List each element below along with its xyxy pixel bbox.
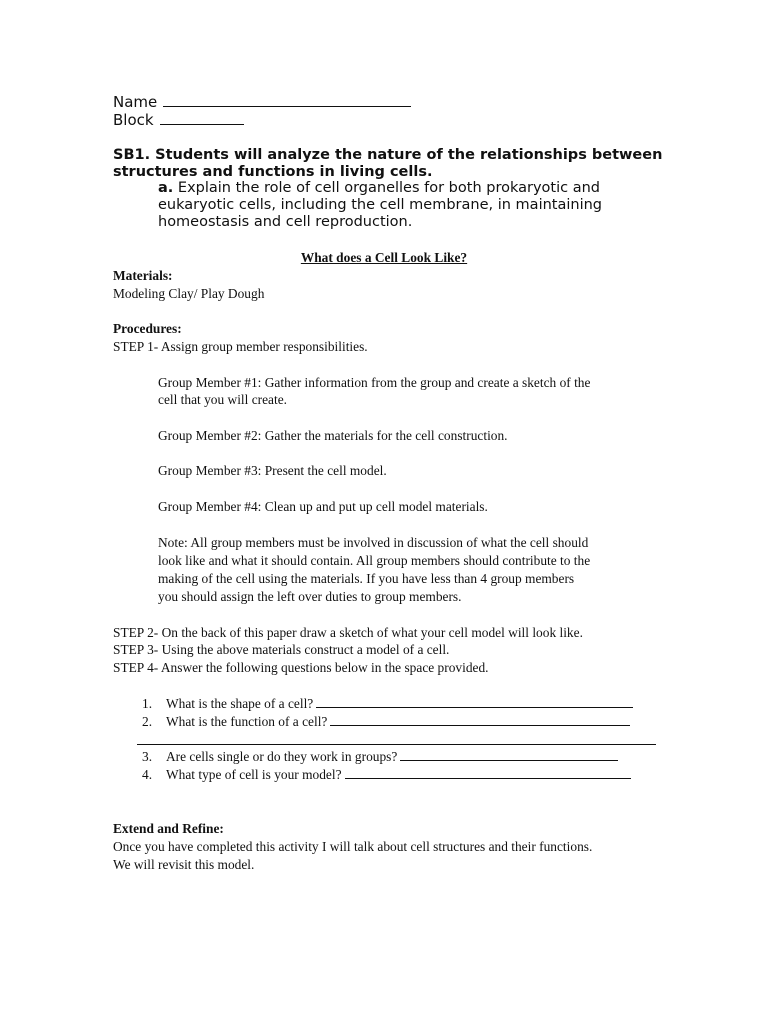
question-number: 1.	[142, 696, 153, 711]
step-4: STEP 4- Answer the following questions below in the space provided.	[113, 660, 489, 675]
procedures-heading: Procedures:	[113, 321, 182, 336]
member-1-line2: cell that you will create.	[158, 392, 288, 407]
standard-element-line2: eukaryotic cells, including the cell membrane, in maintaining	[158, 197, 602, 213]
extend-line2: We will revisit this model.	[113, 857, 255, 872]
extend-heading: Extend and Refine:	[113, 821, 224, 836]
question-number: 2.	[142, 714, 153, 729]
member-2: Group Member #2: Gather the materials for the cell construction.	[158, 428, 508, 443]
answer-line-2-continued[interactable]	[137, 744, 656, 745]
name-field	[113, 93, 411, 111]
standard-code-line1: SB1. Students will analyze the nature of the relationships between	[113, 147, 663, 163]
extend-line1: Once you have completed this activity I will talk about cell structures and their functions.	[113, 839, 593, 854]
standard-code-line2: structures and functions in living cells.	[113, 164, 433, 180]
question-2	[142, 713, 630, 731]
materials-item: Modeling Clay/ Play Dough	[113, 286, 265, 301]
question-3	[142, 748, 618, 766]
question-1	[142, 695, 633, 713]
step-1: STEP 1- Assign group member responsibilities.	[113, 339, 368, 354]
name-blank-line[interactable]	[163, 105, 411, 107]
question-text: What type of cell is your model?	[166, 767, 342, 782]
block-label: Block	[113, 111, 154, 129]
question-number: 3.	[142, 749, 153, 764]
member-3: Group Member #3: Present the cell model.	[158, 463, 387, 478]
element-text-1: Explain the role of cell organelles for both prokaryotic and	[177, 180, 600, 196]
note-line4: you should assign the left over duties to group members.	[158, 589, 462, 604]
question-4	[142, 766, 631, 784]
step-3: STEP 3- Using the above materials construct a model of a cell.	[113, 642, 450, 657]
answer-line-2[interactable]	[330, 724, 630, 726]
activity-title: What does a Cell Look Like?	[300, 250, 468, 265]
question-text: What is the shape of a cell?	[166, 696, 314, 711]
question-text: Are cells single or do they work in groups?	[166, 749, 398, 764]
member-4: Group Member #4: Clean up and put up cell model materials.	[158, 499, 488, 514]
standard-element-line1	[158, 180, 600, 197]
note-line2: look like and what it should contain. All group members should contribute to the	[158, 553, 591, 568]
materials-heading: Materials:	[113, 268, 173, 283]
step-2: STEP 2- On the back of this paper draw a sketch of what your cell model will look like.	[113, 625, 583, 640]
name-label: Name	[113, 93, 158, 111]
note-line3: making of the cell using the materials. If you have less than 4 group members	[158, 571, 575, 586]
answer-line-4[interactable]	[345, 777, 631, 779]
note-line1: Note: All group members must be involved in discussion of what the cell should	[158, 535, 589, 550]
block-field	[113, 111, 244, 129]
member-1-line1: Group Member #1: Gather information from the group and create a sketch of the	[158, 375, 591, 390]
question-text: What is the function of a cell?	[166, 714, 328, 729]
block-blank-line[interactable]	[160, 123, 244, 125]
element-marker: a.	[158, 180, 174, 196]
question-number: 4.	[142, 767, 153, 782]
answer-line-3[interactable]	[400, 759, 618, 761]
standard-element-line3: homeostasis and cell reproduction.	[158, 214, 413, 230]
answer-line-1[interactable]	[316, 706, 633, 708]
